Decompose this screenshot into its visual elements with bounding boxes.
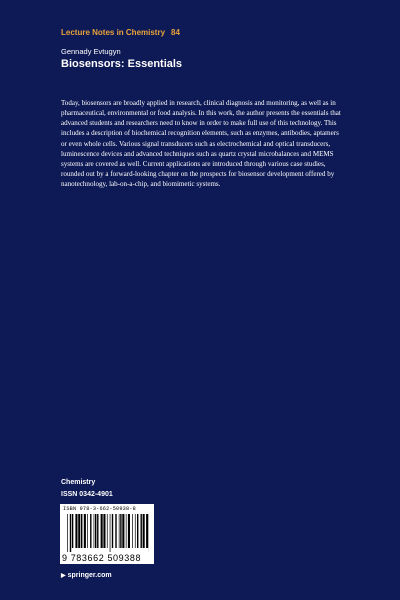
- barcode-bar: [141, 514, 142, 548]
- barcode-bar: [119, 514, 120, 548]
- series-volume: 84: [171, 28, 180, 37]
- barcode-bars: [67, 514, 149, 552]
- arrow-right-icon: ▶: [61, 573, 66, 579]
- barcode-bar: [122, 514, 124, 548]
- barcode-bar: [115, 514, 116, 548]
- barcode-bar: [128, 514, 130, 548]
- barcode-bar: [90, 514, 91, 548]
- barcode-bar: [143, 514, 145, 548]
- publisher-website[interactable]: [61, 572, 112, 579]
- barcode-bar: [72, 514, 73, 548]
- barcode-bar: [146, 514, 148, 548]
- barcode-bar: [75, 514, 77, 548]
- book-title: Biosensors: Essentials: [61, 58, 183, 70]
- barcode-bar: [107, 514, 108, 548]
- author-name: Gennady Evtugyn: [61, 47, 121, 56]
- barcode-bar: [132, 514, 133, 548]
- issn-number: ISSN 0342-4901: [61, 491, 113, 498]
- barcode-bar: [101, 514, 103, 548]
- barcode-digits: 9 783662 509388: [62, 553, 142, 563]
- barcode-bar: [137, 514, 138, 548]
- isbn-label: ISBN 978-3-662-50938-8: [63, 506, 136, 512]
- barcode-bar: [135, 514, 136, 548]
- subject-category: Chemistry: [61, 479, 96, 486]
- barcode-bar: [84, 514, 86, 548]
- barcode-bar: [78, 514, 80, 548]
- barcode-bar: [70, 514, 71, 552]
- website-text: springer.com: [67, 572, 112, 579]
- barcode-bar: [95, 514, 96, 548]
- barcode-block: [60, 504, 154, 564]
- barcode-bar: [97, 514, 98, 548]
- barcode-bar: [112, 514, 113, 548]
- barcode-bar: [94, 514, 95, 548]
- barcode-bar: [87, 514, 88, 548]
- barcode-bar: [110, 514, 111, 552]
- barcode-bar: [81, 514, 82, 548]
- series-name: Lecture Notes in Chemistry: [61, 28, 166, 37]
- barcode-bar: [103, 514, 105, 548]
- book-description: Today, biosensors are broadly applied in research, clinical diagnosis and monitoring, as well as in pharmaceutical, environmental or food analysis. In this work, the author presents the essentials that advanced students and researchers need to know in order to make full use of this technology. This includes a description of biochemical recognition elements, such as enzymes, antibodies, aptamers or even whole cells. Various signal transducers such as electrochemical and optical transducers, luminescence devices and advanced techniques such as quartz crystal microbalances and MEMS systems are covered as well. Current applications are introduced through various case studies, rounded out by a forward-looking chapter on the prospects for biosensor development offered by nanotechnology, lab-on-a-chip, and biomimetic systems.: [61, 99, 341, 189]
- barcode-bar: [126, 514, 127, 548]
- barcode-bar: [67, 514, 68, 552]
- series-line: [61, 28, 180, 37]
- barcode-bar: [120, 514, 121, 548]
